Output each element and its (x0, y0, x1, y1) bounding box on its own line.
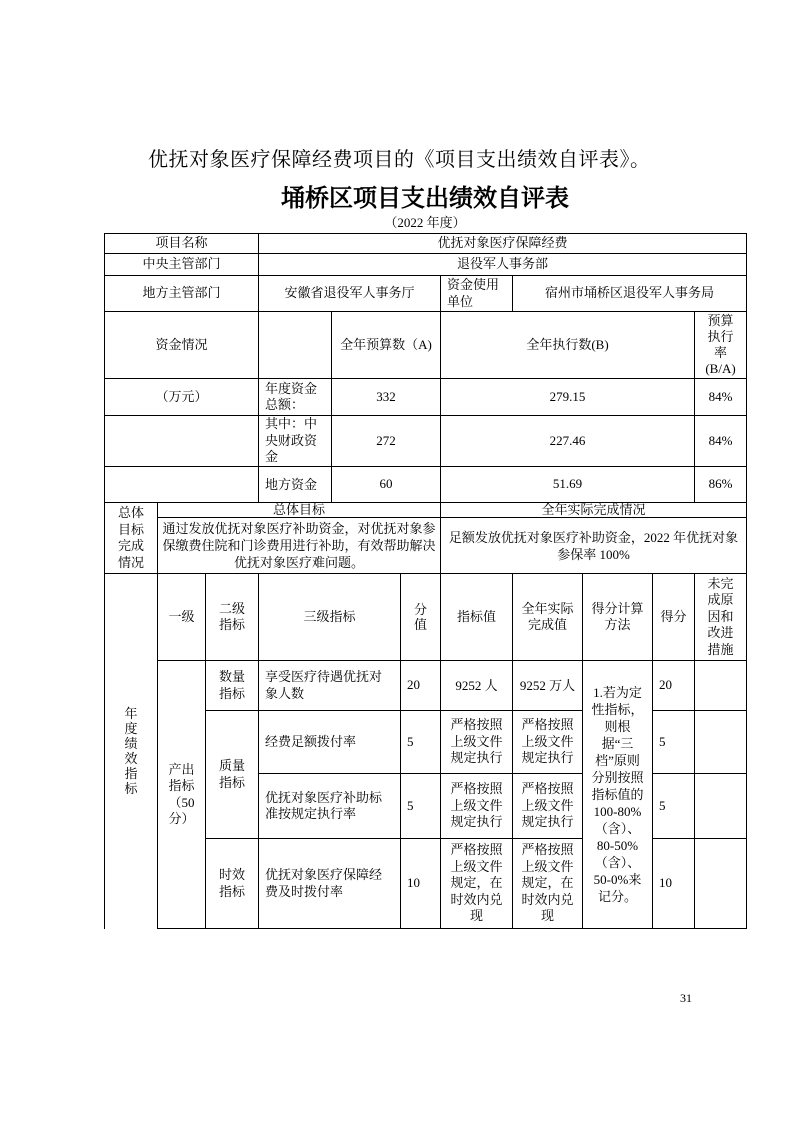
indicators-label-cell (105, 574, 158, 929)
indicator-actual: 9252 万人 (519, 677, 576, 693)
indicator-level3: 享受医疗待遇优抚对象人数 (265, 669, 383, 701)
funds-header-row (105, 312, 747, 379)
header-method: 得分计算方法 (591, 600, 644, 632)
header-weight-cell (401, 574, 441, 661)
funds-row-name: 地方资金 (265, 476, 318, 492)
indicator-level3: 优抚对象医疗保障经费及时拨付率 (265, 867, 383, 899)
funds-row-budget: 272 (332, 416, 441, 467)
indicator-level3: 经费足额拨付率 (265, 734, 357, 750)
local-dept-label: 地方主管部门 (105, 276, 259, 312)
overall-actual-text: 足额发放优抚对象医疗补助资金，2022 年优抚对象参保率 100% (448, 529, 739, 562)
indicator-actual-cell (513, 661, 583, 711)
indicator-actual: 严格按照上级文件规定执行 (521, 717, 574, 766)
indicator-score: 10 (653, 839, 695, 929)
funds-label: 资金情况 (105, 312, 259, 379)
indicator-header-row (105, 574, 747, 661)
indicator-target-cell (441, 711, 513, 774)
indicator-reason (695, 711, 747, 774)
funds-row-name: 其中：中央财政资金 (265, 416, 318, 465)
group-quality-cell (206, 711, 259, 839)
indicator-score: 20 (653, 661, 695, 711)
group-quantity: 数量指标 (218, 669, 245, 701)
group-timeliness: 时效指标 (218, 867, 245, 899)
indicator-reason (695, 661, 747, 711)
page-number: 31 (680, 991, 692, 1005)
funds-row (105, 416, 747, 467)
overall-goal-cell (158, 518, 441, 574)
indicator-target-cell (441, 774, 513, 839)
scoring-method: 1.若为定性指标，则根据“三档”原则分别按照指标值的100-80%（含）、80-50%（含）、50-0%来记分。 (591, 685, 644, 904)
project-name-label: 项目名称 (105, 234, 259, 254)
indicator-weight: 5 (401, 711, 441, 774)
funds-row-rate: 84% (695, 379, 747, 416)
central-dept-value: 退役军人事务部 (259, 254, 747, 276)
overall-label-cell (105, 503, 158, 574)
header-reason: 未完成原因和改进措施 (707, 575, 734, 657)
local-dept-row (105, 276, 747, 312)
header-reason-cell (695, 574, 747, 661)
header-actual-cell (513, 574, 583, 661)
overall-actual-cell (441, 518, 747, 574)
indicator-level3: 优抚对象医疗补助标准按规定执行率 (265, 789, 383, 821)
funds-row-name: 年度资金总额： (265, 380, 318, 412)
project-name-row (105, 234, 747, 254)
indicator-target: 严格按照上级文件规定执行 (450, 781, 503, 830)
indicator-weight: 20 (401, 661, 441, 711)
overall-content-row (105, 518, 747, 574)
overall-goal-header: 总体目标 (158, 503, 441, 518)
funds-unit: （万元） (105, 379, 259, 416)
indicator-target-cell (441, 839, 513, 929)
local-dept-value: 安徽省退役军人事务厅 (259, 276, 441, 312)
indicator-target: 严格按照上级文件规定执行 (450, 717, 503, 766)
indicator-actual-cell (513, 839, 583, 929)
indicator-score: 5 (653, 774, 695, 839)
scoring-method-cell (583, 661, 653, 929)
indicator-actual-cell (513, 774, 583, 839)
budget-header: 全年预算数（A) (332, 312, 441, 379)
funds-row-executed: 51.69 (441, 467, 695, 503)
header-level1: 一级 (158, 574, 206, 661)
rate-header-cell (695, 312, 747, 379)
overall-goal-text: 通过发放优抚对象医疗补助资金，对优抚对象参保缴费住院和门诊费用进行补助，有效帮助解决优抚对象医疗难问题。 (162, 521, 436, 570)
header-level2-cell (206, 574, 259, 661)
project-name-value: 优抚对象医疗保障经费 (259, 234, 747, 254)
header-level2: 二级指标 (218, 600, 245, 632)
central-dept-label: 中央主管部门 (105, 254, 259, 276)
intro-line: 优抚对象医疗保障经费项目的《项目支出绩效自评表》。 (148, 149, 651, 171)
level1-output-cell (158, 661, 206, 929)
self-evaluation-table (104, 233, 747, 929)
indicator-level3-cell (259, 839, 401, 929)
funds-row-rate: 84% (695, 416, 747, 467)
indicators-label: 年度绩效指标 (124, 706, 138, 797)
page-title: 埇桥区项目支出绩效自评表 (281, 185, 569, 212)
indicator-level3-cell (259, 661, 401, 711)
indicator-target: 严格按照上级文件规定，在时效内兑现 (450, 842, 503, 924)
indicator-weight: 10 (401, 839, 441, 929)
indicator-level3-cell (259, 711, 401, 774)
funds-row (105, 467, 747, 503)
rate-header: 预算执行率(B/A) (705, 313, 736, 376)
header-level3: 三级指标 (259, 574, 401, 661)
indicator-actual: 严格按照上级文件规定，在时效内兑现 (521, 842, 574, 924)
central-dept-row (105, 254, 747, 276)
funds-row-rate: 86% (695, 467, 747, 503)
header-target: 指标值 (441, 574, 513, 661)
funds-row-name-cell (259, 467, 332, 503)
indicator-target-cell (441, 661, 513, 711)
indicator-actual: 严格按照上级文件规定执行 (521, 781, 574, 830)
indicator-row (105, 661, 747, 711)
executed-header: 全年执行数(B) (441, 312, 695, 379)
header-score: 得分 (653, 574, 695, 661)
header-weight: 分值 (413, 602, 427, 632)
header-actual: 全年实际完成值 (521, 600, 574, 632)
indicator-actual-cell (513, 711, 583, 774)
group-quality: 质量指标 (218, 758, 245, 790)
indicator-reason (695, 774, 747, 839)
fund-user-unit-value: 宿州市埇桥区退役军人事务局 (513, 276, 747, 312)
group-timeliness-cell (206, 839, 259, 929)
fund-user-unit-label-cell (441, 276, 513, 312)
indicator-weight: 5 (401, 774, 441, 839)
indicator-score: 5 (653, 711, 695, 774)
header-method-cell (583, 574, 653, 661)
page-subtitle: （2022 年度） (384, 215, 466, 230)
level1-output: 产出指标（50分） (168, 761, 195, 826)
funds-header-blank (259, 312, 332, 379)
indicator-level3-cell (259, 774, 401, 839)
overall-label: 总体目标完成情况 (117, 505, 144, 570)
indicator-reason (695, 839, 747, 929)
funds-row-name-cell (259, 416, 332, 467)
funds-row-executed: 227.46 (441, 416, 695, 467)
overall-header-row (105, 503, 747, 518)
funds-row (105, 379, 747, 416)
fund-user-unit-label: 资金使用单位 (447, 277, 500, 309)
funds-blank-cell (105, 467, 259, 503)
funds-row-executed: 279.15 (441, 379, 695, 416)
funds-row-name-cell (259, 379, 332, 416)
funds-row-budget: 60 (332, 467, 441, 503)
funds-blank-cell (105, 416, 259, 467)
group-quantity-cell (206, 661, 259, 711)
overall-actual-header: 全年实际完成情况 (441, 503, 747, 518)
funds-row-budget: 332 (332, 379, 441, 416)
indicator-target: 9252 人 (455, 677, 498, 693)
